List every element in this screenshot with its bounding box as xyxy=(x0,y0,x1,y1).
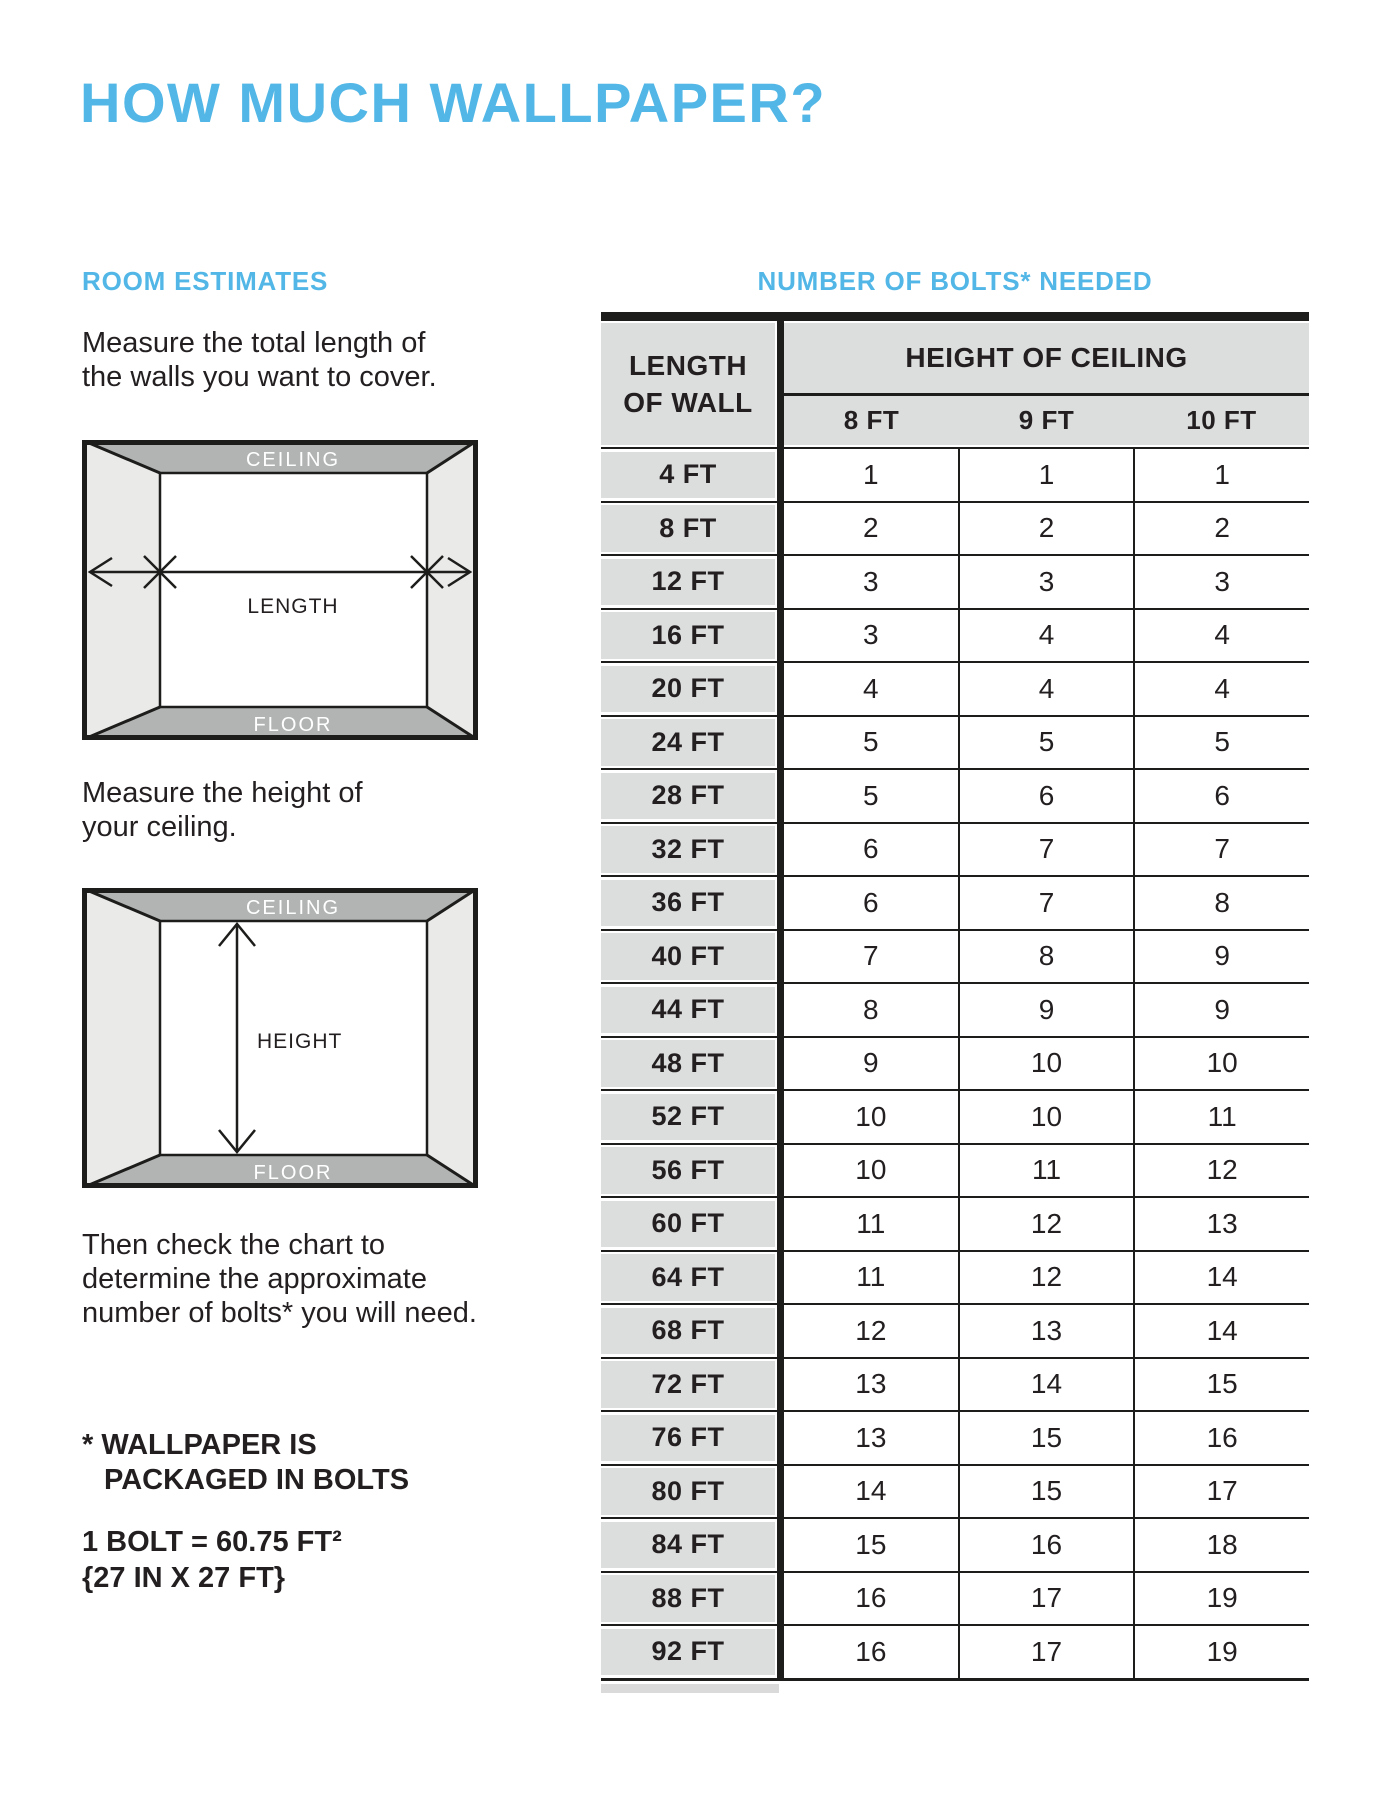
cell-8ft: 12 xyxy=(784,1305,958,1357)
row-label: 16 FT xyxy=(601,612,775,659)
row-cells xyxy=(784,1198,1309,1250)
row-label: 92 FT xyxy=(601,1629,775,1676)
table-row xyxy=(601,1624,1309,1678)
row-label: 56 FT xyxy=(601,1147,775,1194)
cell-8ft: 9 xyxy=(784,1038,958,1090)
row-cells xyxy=(784,1305,1309,1357)
row-label: 80 FT xyxy=(601,1468,775,1515)
cell-10ft: 14 xyxy=(1133,1305,1309,1357)
cell-9ft: 6 xyxy=(958,770,1134,822)
cell-9ft: 15 xyxy=(958,1466,1134,1518)
table-row xyxy=(601,1089,1309,1143)
row-cells xyxy=(784,984,1309,1036)
row-label: 44 FT xyxy=(601,987,775,1034)
bolt-equation: 1 BOLT = 60.75 FT² xyxy=(82,1526,342,1558)
floor-label: FLOOR xyxy=(253,714,333,736)
right-wall-surface xyxy=(427,888,478,1188)
bolt-dimensions: {27 IN X 27 FT} xyxy=(82,1562,286,1594)
cell-10ft: 10 xyxy=(1133,1038,1309,1090)
row-label: 8 FT xyxy=(601,505,775,552)
row-label: 28 FT xyxy=(601,773,775,820)
cell-8ft: 13 xyxy=(784,1359,958,1411)
column-divider xyxy=(777,1466,784,1518)
table-row xyxy=(601,1571,1309,1625)
cell-9ft: 13 xyxy=(958,1305,1134,1357)
cell-10ft: 16 xyxy=(1133,1412,1309,1464)
table-row xyxy=(601,982,1309,1036)
column-divider xyxy=(777,449,784,501)
row-cells xyxy=(784,1038,1309,1090)
paragraph-line: Then check the chart to xyxy=(82,1229,386,1261)
cell-8ft: 2 xyxy=(784,503,958,555)
column-divider xyxy=(777,1038,784,1090)
column-divider xyxy=(777,556,784,608)
cell-10ft: 5 xyxy=(1133,717,1309,769)
footnote-line: PACKAGED IN BOLTS xyxy=(104,1464,410,1496)
column-divider xyxy=(777,1305,784,1357)
cell-9ft: 4 xyxy=(958,610,1134,662)
table-row xyxy=(601,822,1309,876)
cell-9ft: 7 xyxy=(958,877,1134,929)
row-cells xyxy=(784,1626,1309,1678)
table-row xyxy=(601,929,1309,983)
cell-8ft: 11 xyxy=(784,1252,958,1304)
row-cells xyxy=(784,610,1309,662)
ceiling-height-diagram xyxy=(82,888,478,1188)
cell-9ft: 12 xyxy=(958,1198,1134,1250)
column-divider xyxy=(777,717,784,769)
row-cells xyxy=(784,1145,1309,1197)
table-row xyxy=(601,1250,1309,1304)
cell-10ft: 4 xyxy=(1133,663,1309,715)
row-label: 88 FT xyxy=(601,1575,775,1622)
row-label: 64 FT xyxy=(601,1254,775,1301)
height-label: HEIGHT xyxy=(257,1030,343,1053)
column-subheaders xyxy=(784,396,1309,445)
row-cells xyxy=(784,1519,1309,1571)
column-divider xyxy=(777,931,784,983)
column-divider xyxy=(777,663,784,715)
row-cells xyxy=(784,1252,1309,1304)
row-cells xyxy=(784,931,1309,983)
cell-10ft: 8 xyxy=(1133,877,1309,929)
cell-10ft: 4 xyxy=(1133,610,1309,662)
page-title: HOW MUCH WALLPAPER? xyxy=(80,71,827,134)
cell-9ft: 9 xyxy=(958,984,1134,1036)
row-label: 36 FT xyxy=(601,880,775,927)
room-estimates-heading: ROOM ESTIMATES xyxy=(82,266,329,296)
cell-9ft: 7 xyxy=(958,824,1134,876)
column-group-header: HEIGHT OF CEILING xyxy=(784,323,1309,396)
column-divider xyxy=(777,1145,784,1197)
cell-9ft: 14 xyxy=(958,1359,1134,1411)
cell-9ft: 4 xyxy=(958,663,1134,715)
cell-8ft: 6 xyxy=(784,877,958,929)
row-cells xyxy=(784,1091,1309,1143)
column-divider xyxy=(777,824,784,876)
column-header-8ft: 8 FT xyxy=(843,405,900,435)
column-divider xyxy=(777,1359,784,1411)
check-chart-paragraph xyxy=(82,1228,477,1330)
cell-8ft: 5 xyxy=(784,717,958,769)
row-header-line: LENGTH xyxy=(628,350,748,381)
ceiling-label: CEILING xyxy=(245,897,341,919)
paragraph-line: Measure the height of xyxy=(82,777,363,809)
row-label: 76 FT xyxy=(601,1415,775,1462)
column-divider xyxy=(777,503,784,555)
cell-9ft: 10 xyxy=(958,1038,1134,1090)
table-row xyxy=(601,1410,1309,1464)
column-divider xyxy=(777,877,784,929)
cell-8ft: 11 xyxy=(784,1198,958,1250)
bolts-needed-heading: NUMBER OF BOLTS* NEEDED xyxy=(757,266,1153,296)
cell-10ft: 2 xyxy=(1133,503,1309,555)
back-wall xyxy=(160,473,427,707)
cell-8ft: 10 xyxy=(784,1145,958,1197)
cell-8ft: 5 xyxy=(784,770,958,822)
paragraph-line: your ceiling. xyxy=(82,811,237,843)
cell-10ft: 17 xyxy=(1133,1466,1309,1518)
row-cells xyxy=(784,717,1309,769)
measure-length-paragraph xyxy=(82,326,437,394)
row-cells xyxy=(784,556,1309,608)
column-headers xyxy=(784,323,1309,445)
measure-height-paragraph xyxy=(82,776,363,844)
row-cells xyxy=(784,449,1309,501)
bolt-size-info xyxy=(82,1524,342,1596)
cell-9ft: 11 xyxy=(958,1145,1134,1197)
column-divider xyxy=(777,1198,784,1250)
row-label: 40 FT xyxy=(601,933,775,980)
wallpaper-bolts-footnote xyxy=(82,1428,409,1498)
cell-8ft: 6 xyxy=(784,824,958,876)
cell-10ft: 14 xyxy=(1133,1252,1309,1304)
column-divider xyxy=(777,984,784,1036)
cell-10ft: 13 xyxy=(1133,1198,1309,1250)
cell-9ft: 16 xyxy=(958,1519,1134,1571)
column-divider xyxy=(777,1626,784,1678)
table-row xyxy=(601,1357,1309,1411)
room-length-diagram xyxy=(82,440,478,740)
cell-8ft: 4 xyxy=(784,663,958,715)
cell-9ft: 8 xyxy=(958,931,1134,983)
cell-10ft: 3 xyxy=(1133,556,1309,608)
paragraph-line: determine the approximate xyxy=(82,1263,427,1295)
table-row xyxy=(601,661,1309,715)
cell-10ft: 12 xyxy=(1133,1145,1309,1197)
cell-10ft: 11 xyxy=(1133,1091,1309,1143)
cell-9ft: 12 xyxy=(958,1252,1134,1304)
cell-8ft: 1 xyxy=(784,449,958,501)
row-label: 72 FT xyxy=(601,1361,775,1408)
row-header-line: OF WALL xyxy=(623,387,753,418)
cell-9ft: 5 xyxy=(958,717,1134,769)
column-divider xyxy=(777,770,784,822)
row-cells xyxy=(784,1412,1309,1464)
bolts-table xyxy=(601,312,1309,1693)
table-row xyxy=(601,1196,1309,1250)
column-divider xyxy=(777,1412,784,1464)
table-row xyxy=(601,447,1309,501)
row-label: 52 FT xyxy=(601,1094,775,1141)
row-label: 20 FT xyxy=(601,666,775,713)
table-body xyxy=(601,447,1309,1681)
cell-8ft: 15 xyxy=(784,1519,958,1571)
row-label: 24 FT xyxy=(601,719,775,766)
row-label: 12 FT xyxy=(601,559,775,606)
cell-8ft: 3 xyxy=(784,610,958,662)
column-divider xyxy=(777,1252,784,1304)
row-label: 84 FT xyxy=(601,1522,775,1569)
table-row xyxy=(601,501,1309,555)
column-divider xyxy=(777,1519,784,1571)
cell-8ft: 8 xyxy=(784,984,958,1036)
table-row xyxy=(601,715,1309,769)
cell-10ft: 19 xyxy=(1133,1573,1309,1625)
row-label: 48 FT xyxy=(601,1040,775,1087)
cell-8ft: 10 xyxy=(784,1091,958,1143)
cell-10ft: 1 xyxy=(1133,449,1309,501)
row-cells xyxy=(784,770,1309,822)
ceiling-label: CEILING xyxy=(245,449,341,471)
row-cells xyxy=(784,503,1309,555)
cell-10ft: 18 xyxy=(1133,1519,1309,1571)
row-label: 32 FT xyxy=(601,826,775,873)
footnote-line: * WALLPAPER IS xyxy=(82,1429,317,1461)
table-row xyxy=(601,1303,1309,1357)
cell-9ft: 3 xyxy=(958,556,1134,608)
cell-10ft: 9 xyxy=(1133,984,1309,1036)
table-row xyxy=(601,554,1309,608)
row-cells xyxy=(784,1573,1309,1625)
row-cells xyxy=(784,877,1309,929)
column-header-9ft: 9 FT xyxy=(1018,405,1075,435)
table-row xyxy=(601,1464,1309,1518)
row-header-cell xyxy=(601,323,775,445)
column-divider xyxy=(777,1091,784,1143)
cell-8ft: 3 xyxy=(784,556,958,608)
column-header-10ft: 10 FT xyxy=(1186,405,1257,435)
column-divider xyxy=(777,610,784,662)
table-row xyxy=(601,608,1309,662)
row-label: 60 FT xyxy=(601,1201,775,1248)
floor-label: FLOOR xyxy=(253,1162,333,1184)
row-label: 68 FT xyxy=(601,1308,775,1355)
cell-8ft: 14 xyxy=(784,1466,958,1518)
table-header xyxy=(601,321,1309,447)
table-bottom-strip xyxy=(601,1684,779,1693)
cell-8ft: 7 xyxy=(784,931,958,983)
paragraph-line: number of bolts* you will need. xyxy=(82,1297,477,1329)
length-label: LENGTH xyxy=(247,595,339,618)
paragraph-line: Measure the total length of xyxy=(82,327,426,359)
cell-8ft: 13 xyxy=(784,1412,958,1464)
table-top-border xyxy=(601,312,1309,321)
cell-9ft: 17 xyxy=(958,1573,1134,1625)
cell-10ft: 15 xyxy=(1133,1359,1309,1411)
row-cells xyxy=(784,824,1309,876)
cell-9ft: 15 xyxy=(958,1412,1134,1464)
table-row xyxy=(601,768,1309,822)
row-label: 4 FT xyxy=(601,452,775,499)
cell-10ft: 19 xyxy=(1133,1626,1309,1678)
cell-8ft: 16 xyxy=(784,1626,958,1678)
cell-9ft: 17 xyxy=(958,1626,1134,1678)
column-divider xyxy=(777,1573,784,1625)
row-cells xyxy=(784,663,1309,715)
cell-8ft: 16 xyxy=(784,1573,958,1625)
right-wall-surface xyxy=(427,440,478,740)
row-cells xyxy=(784,1359,1309,1411)
paragraph-line: the walls you want to cover. xyxy=(82,361,437,393)
table-row xyxy=(601,875,1309,929)
cell-10ft: 9 xyxy=(1133,931,1309,983)
row-cells xyxy=(784,1466,1309,1518)
cell-9ft: 2 xyxy=(958,503,1134,555)
left-wall-surface xyxy=(82,888,160,1188)
column-divider xyxy=(777,321,784,447)
cell-10ft: 6 xyxy=(1133,770,1309,822)
cell-9ft: 1 xyxy=(958,449,1134,501)
left-wall-surface xyxy=(82,440,160,740)
table-row xyxy=(601,1517,1309,1571)
table-row xyxy=(601,1143,1309,1197)
cell-9ft: 10 xyxy=(958,1091,1134,1143)
cell-10ft: 7 xyxy=(1133,824,1309,876)
table-row xyxy=(601,1036,1309,1090)
